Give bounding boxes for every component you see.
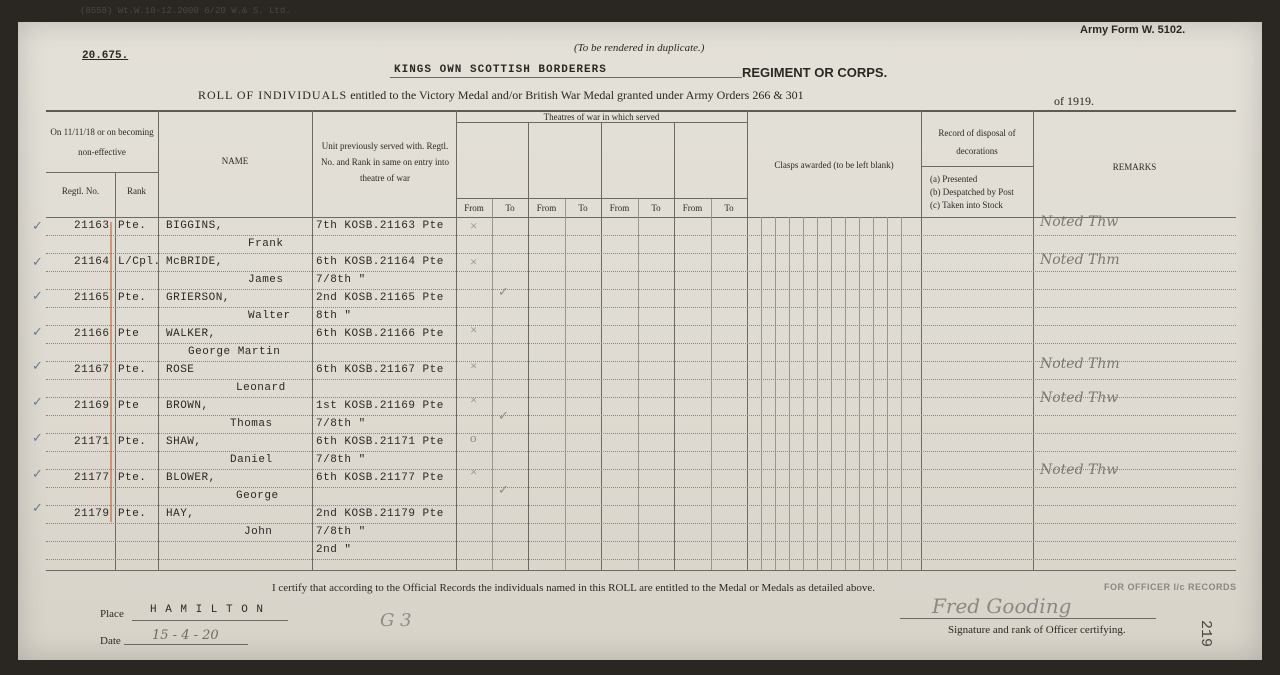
forename: James	[248, 274, 284, 286]
rank: Pte.	[118, 472, 147, 484]
regtl-no: 21163	[74, 220, 110, 232]
regiment-name: KINGS OWN SCOTTISH BORDERERS	[394, 64, 607, 76]
forename: George Martin	[188, 346, 281, 358]
unit-entry: 1st KOSB.21169 Pte	[316, 400, 444, 412]
rank: Pte.	[118, 364, 147, 376]
print-code: (8558) Wt.W.10-12.2000 6/20 W.& S. Ltd.	[80, 6, 291, 16]
name-header: NAME	[221, 156, 249, 166]
forename: John	[244, 526, 273, 538]
surname: HAY,	[166, 508, 195, 520]
place-label: Place	[100, 608, 124, 620]
unit-entry: 6th KOSB.21167 Pte	[316, 364, 444, 376]
theatres-header: Theatres of war in which served	[543, 112, 660, 122]
to-header-4: To	[724, 203, 734, 213]
unit-entry: 6th KOSB.21164 Pte	[316, 256, 444, 268]
forename: Leonard	[236, 382, 286, 394]
unit-entry-extra: 2nd "	[316, 544, 352, 556]
unit-entry-2: 7/8th "	[316, 526, 366, 538]
remark: Noted Thw	[1040, 390, 1119, 406]
duplicate-note: (To be rendered in duplicate.)	[574, 42, 705, 54]
page-number: 219	[1197, 620, 1214, 648]
margin-note: G 3	[380, 610, 412, 631]
regtl-no-header: Regtl. No.	[61, 186, 100, 196]
unit-entry-2: 7/8th "	[316, 274, 366, 286]
regtl-no: 21164	[74, 256, 110, 268]
forename: Frank	[248, 238, 284, 250]
surname: McBRIDE,	[166, 256, 223, 268]
to-header-2: To	[578, 203, 588, 213]
forename: Thomas	[230, 418, 273, 430]
form-number: 20.675.	[82, 50, 129, 62]
from-header-4: From	[682, 203, 703, 213]
from-header-3: From	[609, 203, 630, 213]
date-value: 15 - 4 - 20	[152, 628, 219, 643]
surname: SHAW,	[166, 436, 202, 448]
disposal-c: (c) Taken into Stock	[930, 200, 1003, 210]
remark: Noted Thw	[1040, 462, 1119, 478]
rank: L/Cpl.	[118, 256, 161, 268]
surname: WALKER,	[166, 328, 216, 340]
rank: Pte	[118, 400, 140, 412]
medal-roll-page: (8558) Wt.W.10-12.2000 6/20 W.& S. Ltd. 20.675. (To be rendered in duplicate.) Army Form W. 5102. KINGS OWN SCOTTISH BORDERERS REGIMENT OR CORPS. ROLL OF INDIVIDUALS entitled to the Victory Medal and/or British War Medal granted under Army Orders 266 & 301 of 1919. On 11/11/18 or on becoming non-effective Regtl. No. Rank NAME Unit previously served with. Regtl. No. and Rank in same on entry into theatre of war Theatres of war in which served From To From To From To From To Clasps awarded (to be left blank) Record of disposal of decorations (a) Presented (b) Despatched by Post (c) Taken into Stock REMARKS ✓ 21163 Pte. BIGGINS, Frank 7th KOSB.21163 Pte Noted Thw ✓ 21164 L/Cpl. McBRIDE, James 6th KOSB.21164 Pte 7/8th " Noted Thm ✓ 21165 Pte. GRIERSON, Walter 2nd KOSB.21165 Pte 8th " ✓ 21166 Pte WALKER, George Martin 6th KOSB.21166 Pte ✓ 21167 Pte. ROSE Leonard 6th KOSB.21167 Pte Noted Thm ✓ 21169 Pte BROWN, Thomas 1st KOSB.21169 Pte 7/8th " Noted Thw ✓ 21171 Pte. SHAW, Daniel 6th KOSB.21171 Pte 7/8th " ✓ 21177 Pte. BLOWER, George 6th KOSB.21177 Pte Noted Thw ✓ 21179 Pte. HAY, John 2nd KOSB.21179 Pte 7/8th " 2nd " × × ✓ × × × ✓ o × ✓ I certify that according to the Official Records the individuals named in this ROLL are entitled to the Medal or Medals as detailed above. FOR OFFICER I/c RECORDS Place H A M I L T O N Date 15 - 4 - 20 G 3 Fred Gooding Signature and rank of Officer certifying. 219	[18, 22, 1262, 660]
disposal-b: (b) Despatched by Post	[930, 187, 1014, 197]
roll-title: ROLL OF INDIVIDUALS entitled to the Victory Medal and/or British War Medal granted under Army Orders 266 & 301	[198, 88, 804, 102]
signature-label: Signature and rank of Officer certifying.	[948, 624, 1126, 636]
rank: Pte.	[118, 292, 147, 304]
surname: BIGGINS,	[166, 220, 223, 232]
remark: Noted Thw	[1040, 214, 1119, 230]
unit-entry: 6th KOSB.21177 Pte	[316, 472, 444, 484]
rank: Pte.	[118, 220, 147, 232]
date-label: Date	[100, 635, 121, 647]
rank: Pte.	[118, 436, 147, 448]
records-stamp: FOR OFFICER I/c RECORDS	[1104, 582, 1237, 592]
from-header-1: From	[464, 203, 484, 213]
clasps-header: Clasps awarded (to be left blank)	[774, 160, 894, 170]
disposal-header: Record of disposal of decorations	[938, 128, 1016, 156]
regtl-no: 21169	[74, 400, 110, 412]
noneff-header: On 11/11/18 or on becoming non-effective	[50, 127, 154, 157]
unit-entry-2: 7/8th "	[316, 454, 366, 466]
forename: George	[236, 490, 279, 502]
regtl-no: 21166	[74, 328, 110, 340]
roll-year: of 1919.	[1054, 94, 1094, 108]
unit-entry: 7th KOSB.21163 Pte	[316, 220, 444, 232]
surname: BROWN,	[166, 400, 209, 412]
forename: Walter	[248, 310, 291, 322]
regtl-no: 21177	[74, 472, 110, 484]
unit-entry-2: 8th "	[316, 310, 352, 322]
regiment-label: REGIMENT OR CORPS.	[742, 65, 888, 80]
unit-entry: 2nd KOSB.21179 Pte	[316, 508, 444, 520]
forename: Daniel	[230, 454, 273, 466]
remarks-header: REMARKS	[1112, 162, 1157, 172]
regtl-no: 21171	[74, 436, 110, 448]
regtl-no: 21165	[74, 292, 110, 304]
unit-header: Unit previously served with. Regtl. No. and Rank in same on entry into theatre of war	[321, 141, 449, 183]
remark: Noted Thm	[1040, 356, 1120, 372]
surname: ROSE	[166, 364, 195, 376]
to-header-1: To	[505, 203, 515, 213]
rank-header: Rank	[127, 186, 146, 196]
place-value: H A M I L T O N	[150, 604, 265, 616]
surname: GRIERSON,	[166, 292, 230, 304]
army-form-label: Army Form W. 5102.	[1080, 24, 1186, 36]
rank: Pte.	[118, 508, 147, 520]
certify-statement: I certify that according to the Official Records the individuals named in this ROLL are entitled to the Medal or Medals as detailed above.	[272, 582, 875, 594]
unit-entry: 6th KOSB.21166 Pte	[316, 328, 444, 340]
from-header-2: From	[536, 203, 557, 213]
unit-entry-2: 7/8th "	[316, 418, 366, 430]
surname: BLOWER,	[166, 472, 216, 484]
unit-entry: 2nd KOSB.21165 Pte	[316, 292, 444, 304]
regtl-no: 21179	[74, 508, 110, 520]
regtl-no: 21167	[74, 364, 110, 376]
disposal-a: (a) Presented	[930, 174, 978, 184]
remark: Noted Thm	[1040, 252, 1120, 268]
rank: Pte	[118, 328, 140, 340]
unit-entry: 6th KOSB.21171 Pte	[316, 436, 444, 448]
to-header-3: To	[651, 203, 661, 213]
signature: Fred Gooding	[932, 594, 1072, 618]
